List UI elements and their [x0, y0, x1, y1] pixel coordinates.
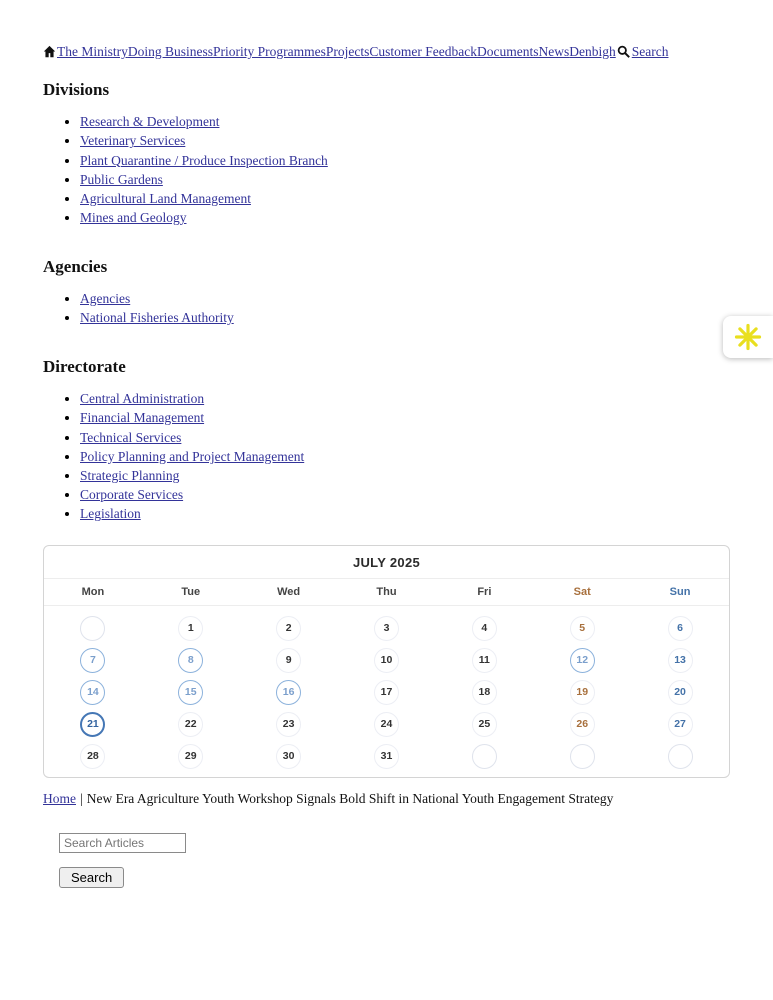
calendar-day-empty [472, 744, 497, 769]
calendar-day-empty [668, 744, 693, 769]
calendar-day-headers [44, 579, 729, 606]
list-item [80, 410, 730, 427]
calendar-day-header-wed: Wed [277, 586, 301, 599]
search-button[interactable]: Search [59, 867, 124, 888]
calendar-week-row [44, 644, 729, 676]
calendar-day-header-mon: Mon [81, 586, 105, 599]
calendar-cell [533, 612, 631, 644]
calendar-cell [631, 644, 729, 676]
link-research-development[interactable]: Research & Development [80, 114, 220, 130]
search-articles-input[interactable] [59, 833, 186, 853]
link-public-gardens[interactable]: Public Gardens [80, 171, 163, 187]
calendar-cell [240, 708, 338, 740]
nav-link-the-ministry[interactable]: The Ministry [57, 44, 128, 59]
calendar-cell [44, 644, 142, 676]
calendar-cell [435, 740, 533, 772]
section-list-divisions [43, 114, 730, 227]
calendar-cell [435, 612, 533, 644]
nav-link-denbigh[interactable]: Denbigh [569, 44, 616, 59]
link-central-administration[interactable]: Central Administration [80, 391, 205, 407]
calendar-cell [142, 676, 240, 708]
calendar-cell [142, 708, 240, 740]
list-item [80, 133, 730, 150]
calendar-title: JULY 2025 [44, 546, 729, 579]
calendar-day-header-tue: Tue [181, 586, 201, 599]
calendar-day-9: 9 [276, 648, 301, 673]
calendar-day-31: 31 [374, 744, 399, 769]
sections [43, 80, 730, 523]
section-title-agencies: Agencies [43, 257, 108, 277]
list-item [80, 172, 730, 189]
calendar-cell [338, 612, 436, 644]
section-title-divisions: Divisions [43, 80, 110, 100]
nav-search-link[interactable] [616, 44, 669, 59]
calendar-cell [142, 612, 240, 644]
share-widget[interactable] [723, 316, 773, 358]
link-mines-and-geology[interactable]: Mines and Geology [80, 210, 187, 226]
asterisk-flower-icon [734, 323, 762, 351]
link-policy-planning-and-project-management[interactable]: Policy Planning and Project Management [80, 448, 305, 464]
calendar-day-13: 13 [668, 648, 693, 673]
calendar-week-row [44, 612, 729, 644]
calendar-day-header-sat: Sat [573, 586, 591, 599]
list-item [80, 191, 730, 208]
calendar-day-header-fri: Fri [477, 586, 492, 599]
calendar-cell [240, 644, 338, 676]
calendar-day-7[interactable]: 7 [80, 648, 105, 673]
nav-link-documents[interactable]: Documents [477, 44, 539, 59]
calendar-cell [44, 708, 142, 740]
list-item [80, 506, 730, 523]
calendar-cell [435, 708, 533, 740]
link-strategic-planning[interactable]: Strategic Planning [80, 468, 180, 483]
list-item [80, 487, 730, 504]
calendar-cell [338, 740, 436, 772]
breadcrumb-home-link[interactable]: Home [43, 791, 76, 807]
calendar-cell [631, 740, 729, 772]
search-icon [617, 45, 630, 58]
section-title-directorate: Directorate [43, 357, 126, 377]
link-technical-services[interactable]: Technical Services [80, 429, 182, 445]
list-item [80, 114, 730, 131]
calendar-day-header-sun: Sun [669, 586, 691, 599]
breadcrumb [43, 791, 730, 807]
nav-link-customer-feedback[interactable]: Customer Feedback [369, 44, 477, 59]
nav-link-projects[interactable]: Projects [325, 44, 370, 59]
calendar-day-22: 22 [178, 712, 203, 737]
calendar-day-11: 11 [472, 648, 497, 673]
link-legislation[interactable]: Legislation [80, 506, 141, 522]
calendar-day-17: 17 [374, 680, 399, 705]
nav-links [57, 44, 616, 59]
calendar-cell [338, 644, 436, 676]
calendar-cell [533, 708, 631, 740]
calendar-day-23: 23 [276, 712, 301, 737]
calendar-week-row [44, 708, 729, 740]
calendar-day-27: 27 [668, 712, 693, 737]
calendar-day-header-thu: Thu [376, 586, 397, 599]
link-agencies[interactable]: Agencies [80, 291, 131, 307]
breadcrumb-separator: | [80, 791, 83, 807]
calendar-day-21[interactable]: 21 [80, 712, 105, 737]
list-item [80, 310, 730, 327]
section-list-agencies [43, 291, 730, 327]
calendar-cell [338, 708, 436, 740]
calendar-cell [142, 740, 240, 772]
list-item [80, 291, 730, 308]
nav-search-label: Search [631, 44, 669, 59]
calendar-grid [44, 606, 729, 777]
calendar-day-2: 2 [276, 616, 301, 641]
calendar-day-28: 28 [80, 744, 105, 769]
calendar-cell [240, 740, 338, 772]
calendar-cell [631, 708, 729, 740]
calendar-day-12[interactable]: 12 [570, 648, 595, 673]
calendar-day-16[interactable]: 16 [276, 680, 301, 705]
calendar-day-24: 24 [374, 712, 399, 737]
breadcrumb-article-title: New Era Agriculture Youth Workshop Signals Bold Shift in National Youth Engagement Strategy [86, 791, 614, 807]
calendar-day-14[interactable]: 14 [80, 680, 105, 705]
calendar-day-18: 18 [472, 680, 497, 705]
calendar-day-empty [80, 616, 105, 641]
list-item [80, 449, 730, 466]
main-nav [43, 44, 730, 60]
link-corporate-services[interactable]: Corporate Services [80, 487, 184, 503]
calendar-day-25: 25 [472, 712, 497, 737]
calendar-cell [44, 740, 142, 772]
calendar-cell [631, 676, 729, 708]
calendar-day-empty [570, 744, 595, 769]
calendar-day-10: 10 [374, 648, 399, 673]
nav-link-priority-programmes[interactable]: Priority Programmes [213, 44, 326, 59]
calendar-cell [142, 644, 240, 676]
list-item [80, 210, 730, 227]
calendar-day-5: 5 [570, 616, 595, 641]
calendar-cell [533, 676, 631, 708]
calendar-widget [43, 545, 730, 778]
calendar-day-15[interactable]: 15 [178, 680, 203, 705]
calendar-cell [44, 612, 142, 644]
list-item [80, 153, 730, 170]
calendar-day-4: 4 [472, 616, 497, 641]
calendar-day-29: 29 [178, 744, 203, 769]
link-agricultural-land-management[interactable]: Agricultural Land Management [80, 191, 251, 207]
calendar-day-19: 19 [570, 680, 595, 705]
section-list-directorate [43, 391, 730, 523]
calendar-week-row [44, 740, 729, 772]
calendar-cell [240, 676, 338, 708]
calendar-cell [240, 612, 338, 644]
link-veterinary-services[interactable]: Veterinary Services [80, 133, 186, 149]
calendar-day-3: 3 [374, 616, 399, 641]
calendar-cell [435, 676, 533, 708]
home-icon[interactable] [43, 44, 56, 59]
link-financial-management[interactable]: Financial Management [80, 410, 205, 426]
calendar-day-26: 26 [570, 712, 595, 737]
nav-link-doing-business[interactable]: Doing Business [127, 44, 214, 59]
calendar-cell [435, 644, 533, 676]
calendar-day-6: 6 [668, 616, 693, 641]
calendar-cell [631, 612, 729, 644]
list-item [80, 430, 730, 447]
calendar-cell [533, 644, 631, 676]
calendar-day-8[interactable]: 8 [178, 648, 203, 673]
calendar-cell [533, 740, 631, 772]
calendar-cell [44, 676, 142, 708]
calendar-day-20: 20 [668, 680, 693, 705]
calendar-cell [338, 676, 436, 708]
link-national-fisheries-authority[interactable]: National Fisheries Authority [80, 310, 234, 326]
calendar-week-row [44, 676, 729, 708]
calendar-day-1: 1 [178, 616, 203, 641]
calendar-day-30: 30 [276, 744, 301, 769]
link-plant-quarantine-produce-inspection-branch[interactable]: Plant Quarantine / Produce Inspection Branch [80, 152, 328, 168]
list-item [80, 391, 730, 408]
nav-link-news[interactable]: News [538, 44, 570, 59]
list-item [80, 468, 730, 485]
